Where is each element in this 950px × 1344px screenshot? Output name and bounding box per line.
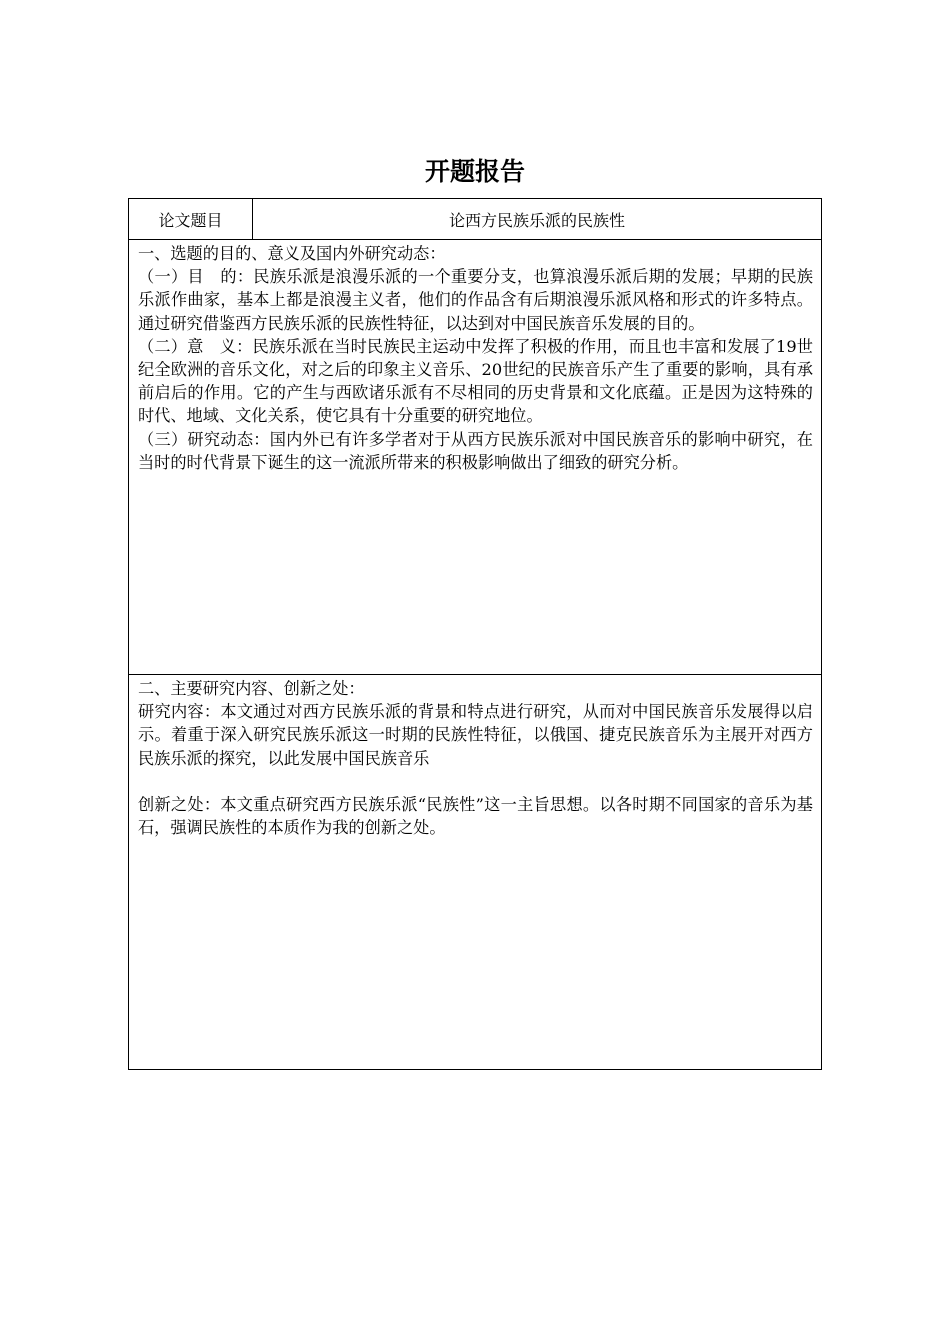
section2-row [129,675,822,1070]
section1-significance: （二）意 义：民族乐派在当时民族民主运动中发挥了积极的作用，而且也丰富和发展了19世纪全欧洲的音乐文化，对之后的印象主义音乐、20世纪的民族音乐产生了重要的影响，具有承前启后的作用。它的产生与西欧诸乐派有不尽相同的历史背景和文化底蕴。正是因为这特殊的时代、地域、文化关系，使它具有十分重要的研究地位。 [138,336,813,426]
section2-content: 研究内容：本文通过对西方民族乐派的背景和特点进行研究，从而对中国民族音乐发展得以启示。着重于深入研究民族乐派这一时期的民族性特征，以俄国、捷克民族音乐为主展开对西方民族乐派的探究，以此发展中国民族音乐 [138,702,813,768]
topic-label: 论文题目 [129,199,253,240]
section2-innovation: 创新之处：本文重点研究西方民族乐派“民族性”这一主旨思想。以各时期不同国家的音乐为基石，强调民族性的本质作为我的创新之处。 [138,795,813,838]
report-table [128,198,822,1070]
section2-cell [129,675,822,1070]
blank-line [138,770,813,793]
section1-purpose: （一）目 的：民族乐派是浪漫乐派的一个重要分支，也算浪漫乐派后期的发展；早期的民族乐派作曲家，基本上都是浪漫主义者，他们的作品含有后期浪漫乐派风格和形式的许多特点。通过研究借鉴西方民族乐派的民族性特征，以达到对中国民族音乐发展的目的。 [138,267,813,333]
section1-cell [129,240,822,675]
topic-value: 论西方民族乐派的民族性 [253,199,822,240]
topic-row [129,199,822,240]
section1-heading: 一、选题的目的、意义及国内外研究动态： [138,244,446,263]
document-title: 开题报告 [424,157,525,186]
section2-heading: 二、主要研究内容、创新之处： [138,679,365,698]
section1-research-status: （三）研究动态：国内外已有许多学者对于从西方民族乐派对中国民族音乐的影响中研究，在当时的时代背景下诞生的这一流派所带来的积极影响做出了细致的研究分析。 [138,429,813,472]
section1-row [129,240,822,675]
